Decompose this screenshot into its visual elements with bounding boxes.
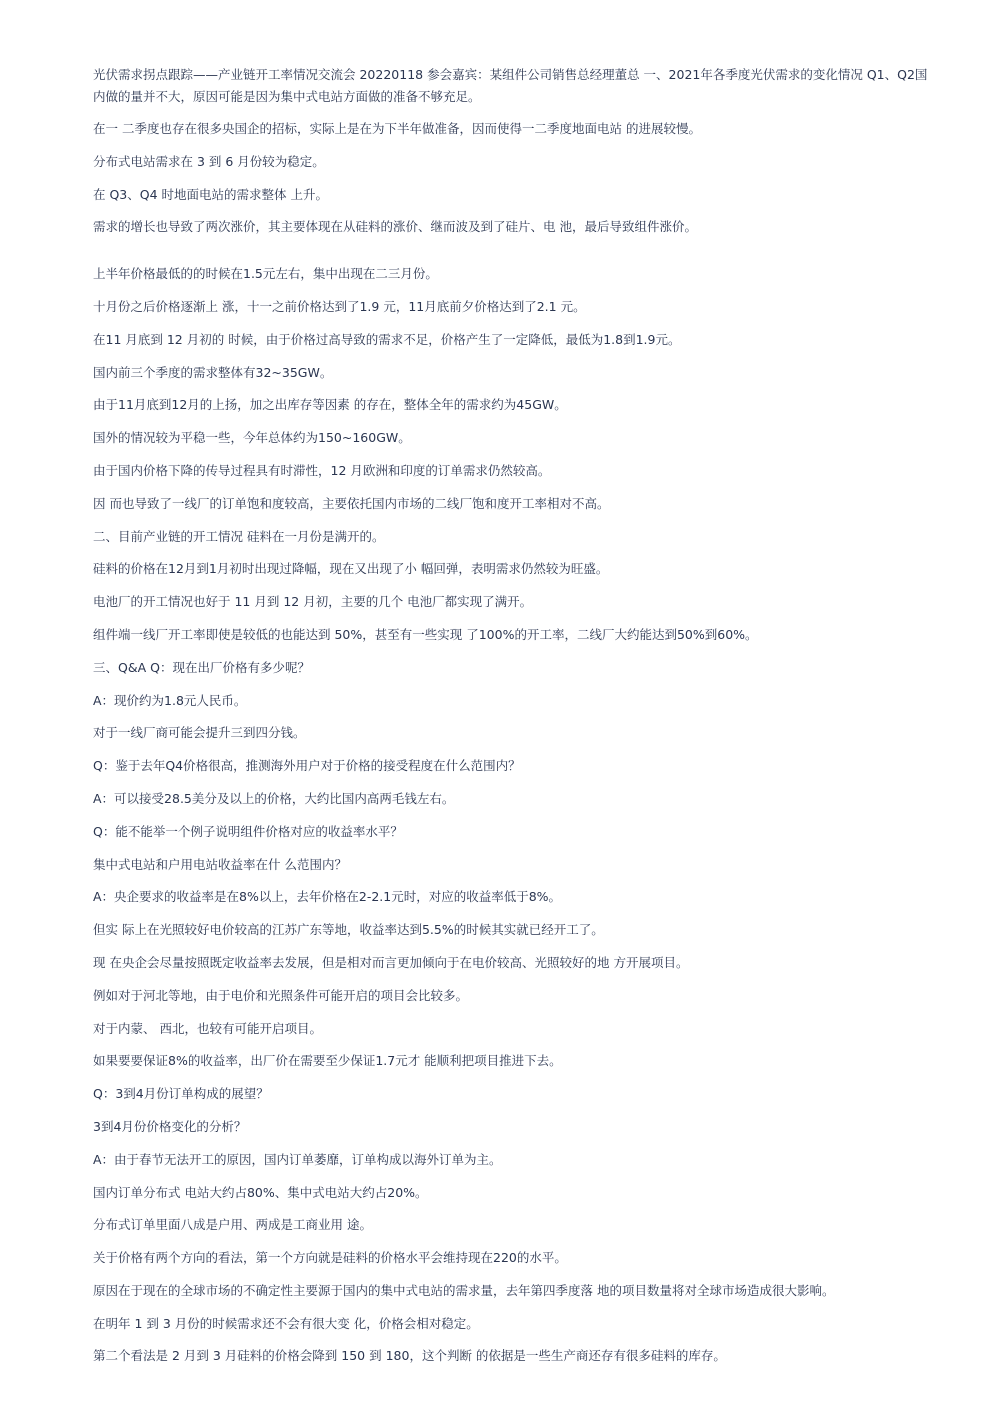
section-gap bbox=[93, 249, 933, 263]
section-heading-qa: 三、Q&A Q：现在出厂价格有多少呢？ bbox=[93, 659, 310, 675]
document-body bbox=[93, 64, 933, 1378]
paragraph-intro: 光伏需求拐点跟踪——产业链开工率情况交流会 20220118 参会嘉宾：某组件公司销售总经理董总 一、2021年各季度光伏需求的变化情况 Q1、Q2国内做的量并不大，原因可能是因为集中式电站方面做的准备不够充足。 bbox=[93, 67, 928, 104]
paragraph: 例如对于河北等地，由于电价和光照条件可能开启的项目会比较多。 bbox=[93, 987, 469, 1003]
paragraph: 上半年价格最低的的时候在1.5元左右，集中出现在二三月份。 bbox=[93, 266, 438, 282]
paragraph: 在11 月底到 12 月初的 时候，由于价格过高导致的需求不足，价格产生了一定降低，最低为1.8到1.9元。 bbox=[93, 331, 681, 347]
paragraph: 集中式电站和户用电站收益率在什 么范围内？ bbox=[93, 856, 347, 872]
paragraph: 3到4月份价格变化的分析？ bbox=[93, 1118, 247, 1134]
paragraph: 在一 二季度也存在很多央国企的招标，实际上是在为下半年做准备，因而使得一二季度地面电站 的进展较慢。 bbox=[93, 121, 701, 136]
paragraph: 原因在于现在的全球市场的不确定性主要源于国内的集中式电站的需求量，去年第四季度落 地的项目数量将对全球市场造成很大影响。 bbox=[93, 1282, 835, 1298]
answer-paragraph: A：可以接受28.5美分及以上的价格，大约比国内高两毛钱左右。 bbox=[93, 790, 455, 806]
answer-paragraph: A：现价约为1.8元人民币。 bbox=[93, 692, 247, 708]
paragraph: 因 而也导致了一线厂的订单饱和度较高，主要依托国内市场的二线厂饱和度开工率相对不高。 bbox=[93, 495, 610, 511]
paragraph: 如果要要保证8%的收益率，出厂价在需要至少保证1.7元才 能顺利把项目推进下去。 bbox=[93, 1053, 562, 1069]
paragraph: 关于价格有两个方向的看法，第一个方向就是硅料的价格水平会维持现在220的水平。 bbox=[93, 1250, 567, 1266]
paragraph: 分布式电站需求在 3 到 6 月份较为稳定。 bbox=[93, 153, 325, 169]
paragraph: 分布式订单里面八成是户用、两成是工商业用 途。 bbox=[93, 1217, 372, 1233]
question-paragraph: Q：能不能举一个例子说明组件价格对应的收益率水平？ bbox=[93, 823, 403, 839]
answer-paragraph: A：由于春节无法开工的原因，国内订单萎靡，订单构成以海外订单为主。 bbox=[93, 1151, 502, 1167]
paragraph: 十月份之后价格逐渐上 涨，十一之前价格达到了1.9 元，11月底前夕价格达到了2.1 元。 bbox=[93, 298, 586, 314]
paragraph: 硅料的价格在12月到1月初时出现过降幅，现在又出现了小 幅回弹，表明需求仍然较为旺盛。 bbox=[93, 561, 609, 577]
question-paragraph: Q：鉴于去年Q4价格很高，推测海外用户对于价格的接受程度在什么范围内？ bbox=[93, 758, 521, 774]
paragraph: 需求的增长也导致了两次涨价，其主要体现在从硅料的涨价、继而波及到了硅片、电 池，最后导致组件涨价。 bbox=[93, 219, 697, 235]
question-paragraph: Q：3到4月份订单构成的展望？ bbox=[93, 1086, 269, 1102]
paragraph: 国内前三个季度的需求整体有32~35GW。 bbox=[93, 364, 333, 380]
paragraph: 第二个看法是 2 月到 3 月硅料的价格会降到 150 到 180，这个判断 的依据是一些生产商还存有很多硅料的库存。 bbox=[93, 1348, 726, 1364]
paragraph: 现 在央企会尽量按照既定收益率去发展，但是相对而言更加倾向于在电价较高、光照较好的地 方开展项目。 bbox=[93, 954, 689, 970]
paragraph: 但实 际上在光照较好电价较高的江苏广东等地，收益率达到5.5%的时候其实就已经开工了。 bbox=[93, 922, 604, 938]
paragraph: 电池厂的开工情况也好于 11 月到 12 月初，主要的几个 电池厂都实现了满开。 bbox=[93, 594, 533, 610]
section-heading-industry-chain: 二、目前产业链的开工情况 硅料在一月份是满开的。 bbox=[93, 528, 385, 544]
paragraph: 对于一线厂商可能会提升三到四分钱。 bbox=[93, 725, 306, 741]
paragraph: 在明年 1 到 3 月份的时候需求还不会有很大变 化，价格会相对稳定。 bbox=[93, 1315, 479, 1331]
paragraph: 对于内蒙、 西北，也较有可能开启项目。 bbox=[93, 1020, 322, 1036]
paragraph: 组件端一线厂开工率即使是较低的也能达到 50%，甚至有一些实现 了100%的开工率，二线厂大约能达到50%到60%。 bbox=[93, 626, 758, 642]
paragraph: 国内订单分布式 电站大约占80%、集中式电站大约占20%。 bbox=[93, 1184, 428, 1200]
paragraph: 在 Q3、Q4 时地面电站的需求整体 上升。 bbox=[93, 186, 329, 202]
answer-paragraph: A：央企要求的收益率是在8%以上，去年价格在2-2.1元时，对应的收益率低于8%。 bbox=[93, 889, 562, 905]
paragraph: 由于国内价格下降的传导过程具有时滞性，12 月欧洲和印度的订单需求仍然较高。 bbox=[93, 462, 551, 478]
paragraph: 国外的情况较为平稳一些，今年总体约为150~160GW。 bbox=[93, 430, 411, 446]
paragraph: 由于11月底到12月的上扬，加之出库存等因素 的存在，整体全年的需求约为45GW。 bbox=[93, 397, 567, 413]
